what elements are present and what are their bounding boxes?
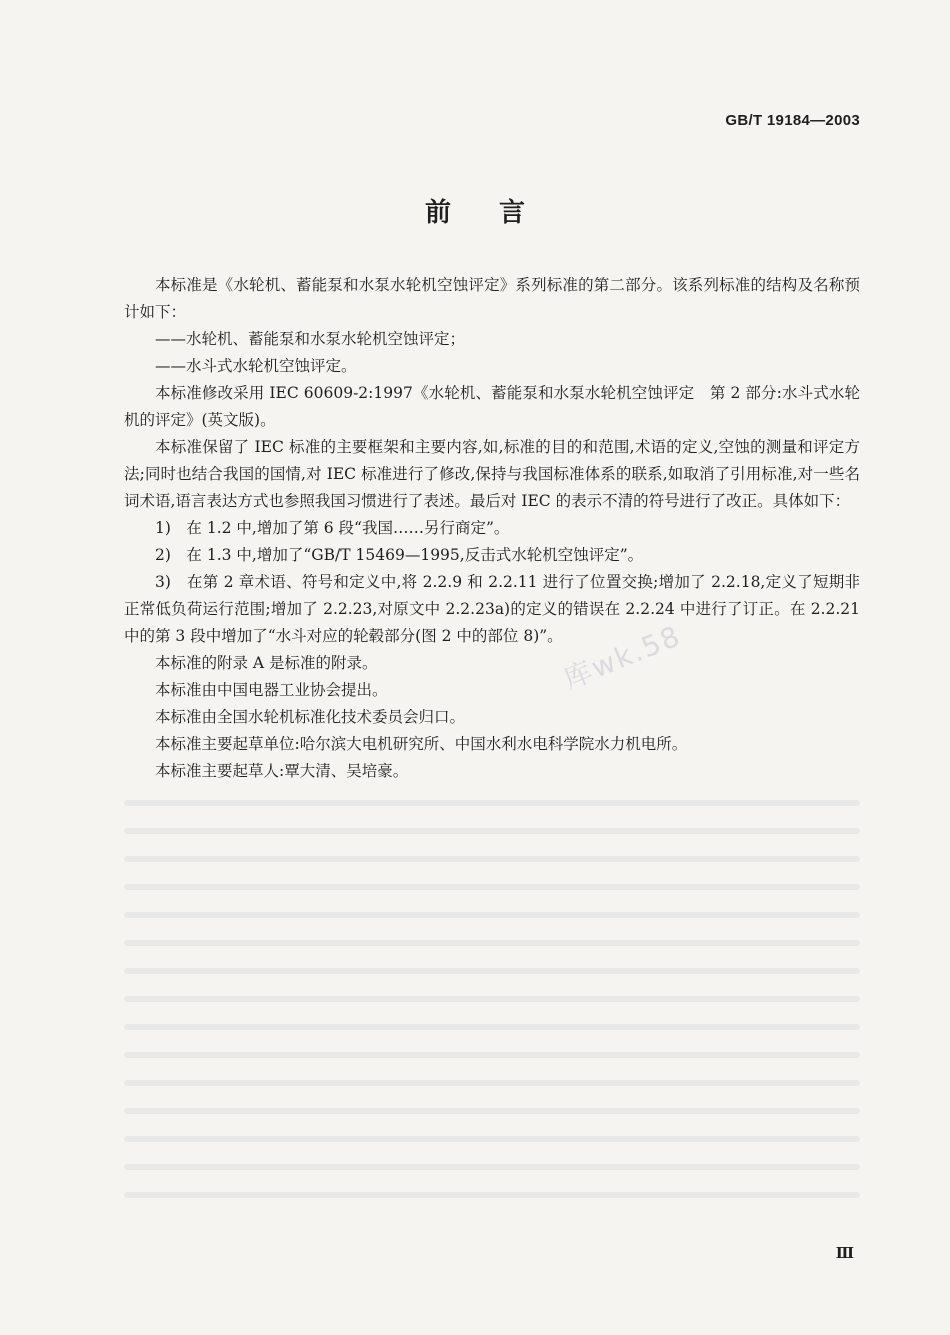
foreword-body: [124, 272, 860, 785]
paragraph-proposer: 本标准由中国电器工业协会提出。: [155, 681, 388, 699]
show-through-line: [124, 884, 860, 890]
paragraph-changes: 本标准保留了 IEC 标准的主要框架和主要内容,如,标准的目的和范围,术语的定义,空蚀的测量和评定方法;同时也结合我国的国情,对 IEC 标准进行了修改,保持与我国标准体系的联系,如取消了引用标准,对一些名词术语,语言表达方式也参照我国习惯进行了表述。最后对 IEC 的表示不清的符号进行了改正。具体如下：: [124, 438, 860, 510]
list-item-part1: ——水轮机、蓄能泵和水泵水轮机空蚀评定；: [155, 330, 466, 348]
list-item-part2: ——水斗式水轮机空蚀评定。: [155, 357, 357, 375]
page-title: 前言: [424, 198, 573, 228]
paragraph-drafters: 本标准主要起草人:覃大清、吴培豪。: [155, 762, 409, 780]
show-through-line: [124, 1052, 860, 1058]
show-through-line: [124, 1164, 860, 1170]
change-item-1: 1) 在 1.2 中,增加了第 6 段“我国……另行商定”。: [155, 519, 510, 537]
show-through-line: [124, 968, 860, 974]
show-through-line: [124, 1080, 860, 1086]
paragraph-drafting-units: 本标准主要起草单位:哈尔滨大电机研究所、中国水利水电科学院水力机电所。: [155, 735, 688, 753]
show-through-line: [124, 912, 860, 918]
show-through-line: [124, 1192, 860, 1198]
show-through-line: [124, 1108, 860, 1114]
show-through-line: [124, 1024, 860, 1030]
change-item-3: 3) 在第 2 章术语、符号和定义中,将 2.2.9 和 2.2.11 进行了位置交换;增加了 2.2.18,定义了短期非正常低负荷运行范围;增加了 2.2.23,对原文中 2.2.23a)的定义的错误在 2.2.24 中进行了订正。在 2.2.21 中的第 3 段中增加了“水斗对应的轮毂部分(图 2 中的部位 8)”。: [124, 573, 860, 645]
show-through-line: [124, 800, 860, 806]
paragraph-adoption: 本标准修改采用 IEC 60609-2:1997《水轮机、蓄能泵和水泵水轮机空蚀评定 第 2 部分:水斗式水轮机的评定》(英文版)。: [124, 384, 860, 429]
paragraph-appendix: 本标准的附录 A 是标准的附录。: [155, 654, 378, 672]
document-number: GB/T 19184—2003: [725, 112, 860, 129]
watermark: 库wk.58: [558, 618, 686, 696]
page-number: Ⅲ: [835, 1244, 854, 1262]
change-item-2: 2) 在 1.3 中,增加了“GB/T 15469—1995,反击式水轮机空蚀评定”。: [155, 546, 644, 564]
paragraph-committee: 本标准由全国水轮机标准化技术委员会归口。: [155, 708, 466, 726]
show-through-line: [124, 856, 860, 862]
show-through-line: [124, 828, 860, 834]
paragraph-intro: 本标准是《水轮机、蓄能泵和水泵水轮机空蚀评定》系列标准的第二部分。该系列标准的结构及名称预计如下：: [124, 276, 860, 321]
show-through-line: [124, 1136, 860, 1142]
show-through-line: [124, 940, 860, 946]
show-through-line: [124, 996, 860, 1002]
